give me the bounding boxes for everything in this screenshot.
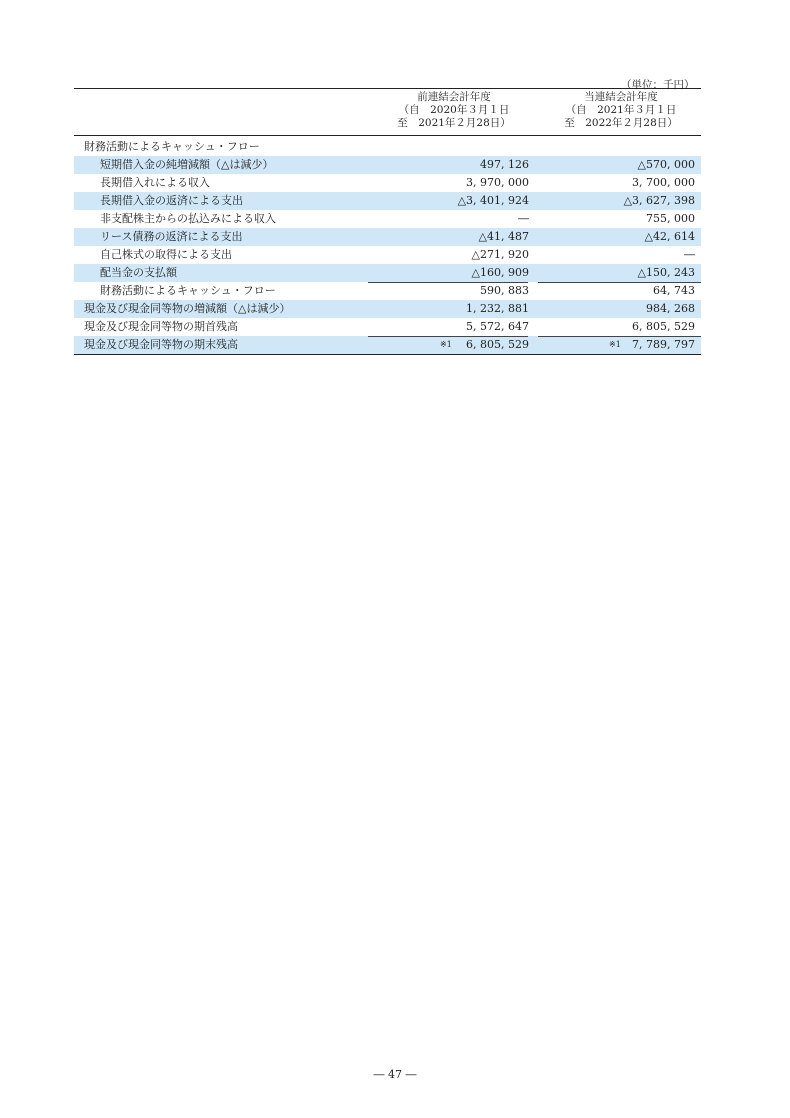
row-value-prev: 497, 126 bbox=[480, 158, 529, 171]
row-value-curr: 6, 805, 529 bbox=[632, 320, 695, 333]
row-label: 現金及び現金同等物の期末残高 bbox=[84, 338, 238, 351]
row-label: 財務活動によるキャッシュ・フロー bbox=[84, 140, 260, 153]
table-bottom-rule bbox=[74, 354, 701, 355]
row-label: 長期借入れによる収入 bbox=[100, 176, 210, 189]
row-value-prev: 3, 970, 000 bbox=[466, 176, 529, 189]
table-row-subtotal bbox=[74, 282, 701, 300]
row-label: 長期借入金の返済による支出 bbox=[100, 194, 243, 207]
row-value-prev: △160, 909 bbox=[471, 266, 529, 279]
row-value-prev: 5, 572, 647 bbox=[466, 320, 529, 333]
row-label: 配当金の支払額 bbox=[100, 266, 177, 279]
row-label: 自己株式の取得による支出 bbox=[100, 248, 232, 261]
row-value-prev: 590, 883 bbox=[480, 284, 529, 297]
header-prev-title: 前連結会計年度 bbox=[417, 91, 491, 103]
row-value-curr: 984, 268 bbox=[646, 302, 695, 315]
row-label: 財務活動によるキャッシュ・フロー bbox=[100, 284, 276, 297]
page-number: ― 47 ― bbox=[373, 1068, 417, 1081]
header-prev-to: 至 2021年２月28日） bbox=[397, 117, 511, 129]
table-row bbox=[74, 228, 701, 246]
row-value-prev: △3, 401, 924 bbox=[457, 194, 529, 207]
row-value-curr: △150, 243 bbox=[637, 266, 695, 279]
row-value-curr: ― bbox=[684, 248, 695, 261]
table-row bbox=[74, 264, 701, 282]
header-curr-period bbox=[541, 91, 701, 130]
row-value-curr: △570, 000 bbox=[637, 158, 695, 171]
table-row bbox=[74, 174, 701, 192]
table-row bbox=[74, 246, 701, 264]
unit-label: （単位：千円） bbox=[621, 79, 695, 91]
row-label: 短期借入金の純増減額（△は減少） bbox=[100, 158, 274, 171]
row-label: 現金及び現金同等物の増減額（△は減少） bbox=[84, 302, 291, 315]
row-value-curr: 7, 789, 797 bbox=[632, 338, 695, 351]
row-value-prev: 1, 232, 881 bbox=[466, 302, 529, 315]
table-row bbox=[74, 318, 701, 336]
table-row bbox=[74, 192, 701, 210]
table-row-section-title bbox=[74, 138, 701, 156]
table-row bbox=[74, 210, 701, 228]
row-value-curr: 755, 000 bbox=[646, 212, 695, 225]
footnote-mark-curr: ※1 bbox=[609, 340, 621, 349]
table-row-ending-balance bbox=[74, 336, 701, 354]
header-prev-from: （自 2020年３月１日 bbox=[398, 104, 510, 116]
row-value-prev: △41, 487 bbox=[478, 230, 529, 243]
row-label: リース債務の返済による支出 bbox=[100, 230, 243, 243]
row-value-curr: △3, 627, 398 bbox=[623, 194, 695, 207]
row-value-prev: ― bbox=[518, 212, 529, 225]
row-value-prev: 6, 805, 529 bbox=[466, 338, 529, 351]
header-curr-title: 当連結会計年度 bbox=[584, 91, 658, 103]
row-label: 非支配株主からの払込みによる収入 bbox=[100, 212, 276, 225]
header-curr-to: 至 2022年２月28日） bbox=[564, 117, 678, 129]
cash-flow-table bbox=[74, 88, 701, 355]
header-curr-from: （自 2021年３月１日 bbox=[565, 104, 677, 116]
row-value-curr: 64, 743 bbox=[653, 284, 695, 297]
table-row bbox=[74, 156, 701, 174]
row-value-curr: △42, 614 bbox=[644, 230, 695, 243]
row-value-prev: △271, 920 bbox=[471, 248, 529, 261]
table-row bbox=[74, 300, 701, 318]
footnote-mark-prev: ※1 bbox=[440, 340, 452, 349]
header-prev-period bbox=[374, 91, 534, 130]
row-label: 現金及び現金同等物の期首残高 bbox=[84, 320, 238, 333]
table-header bbox=[74, 89, 701, 135]
row-value-curr: 3, 700, 000 bbox=[632, 176, 695, 189]
